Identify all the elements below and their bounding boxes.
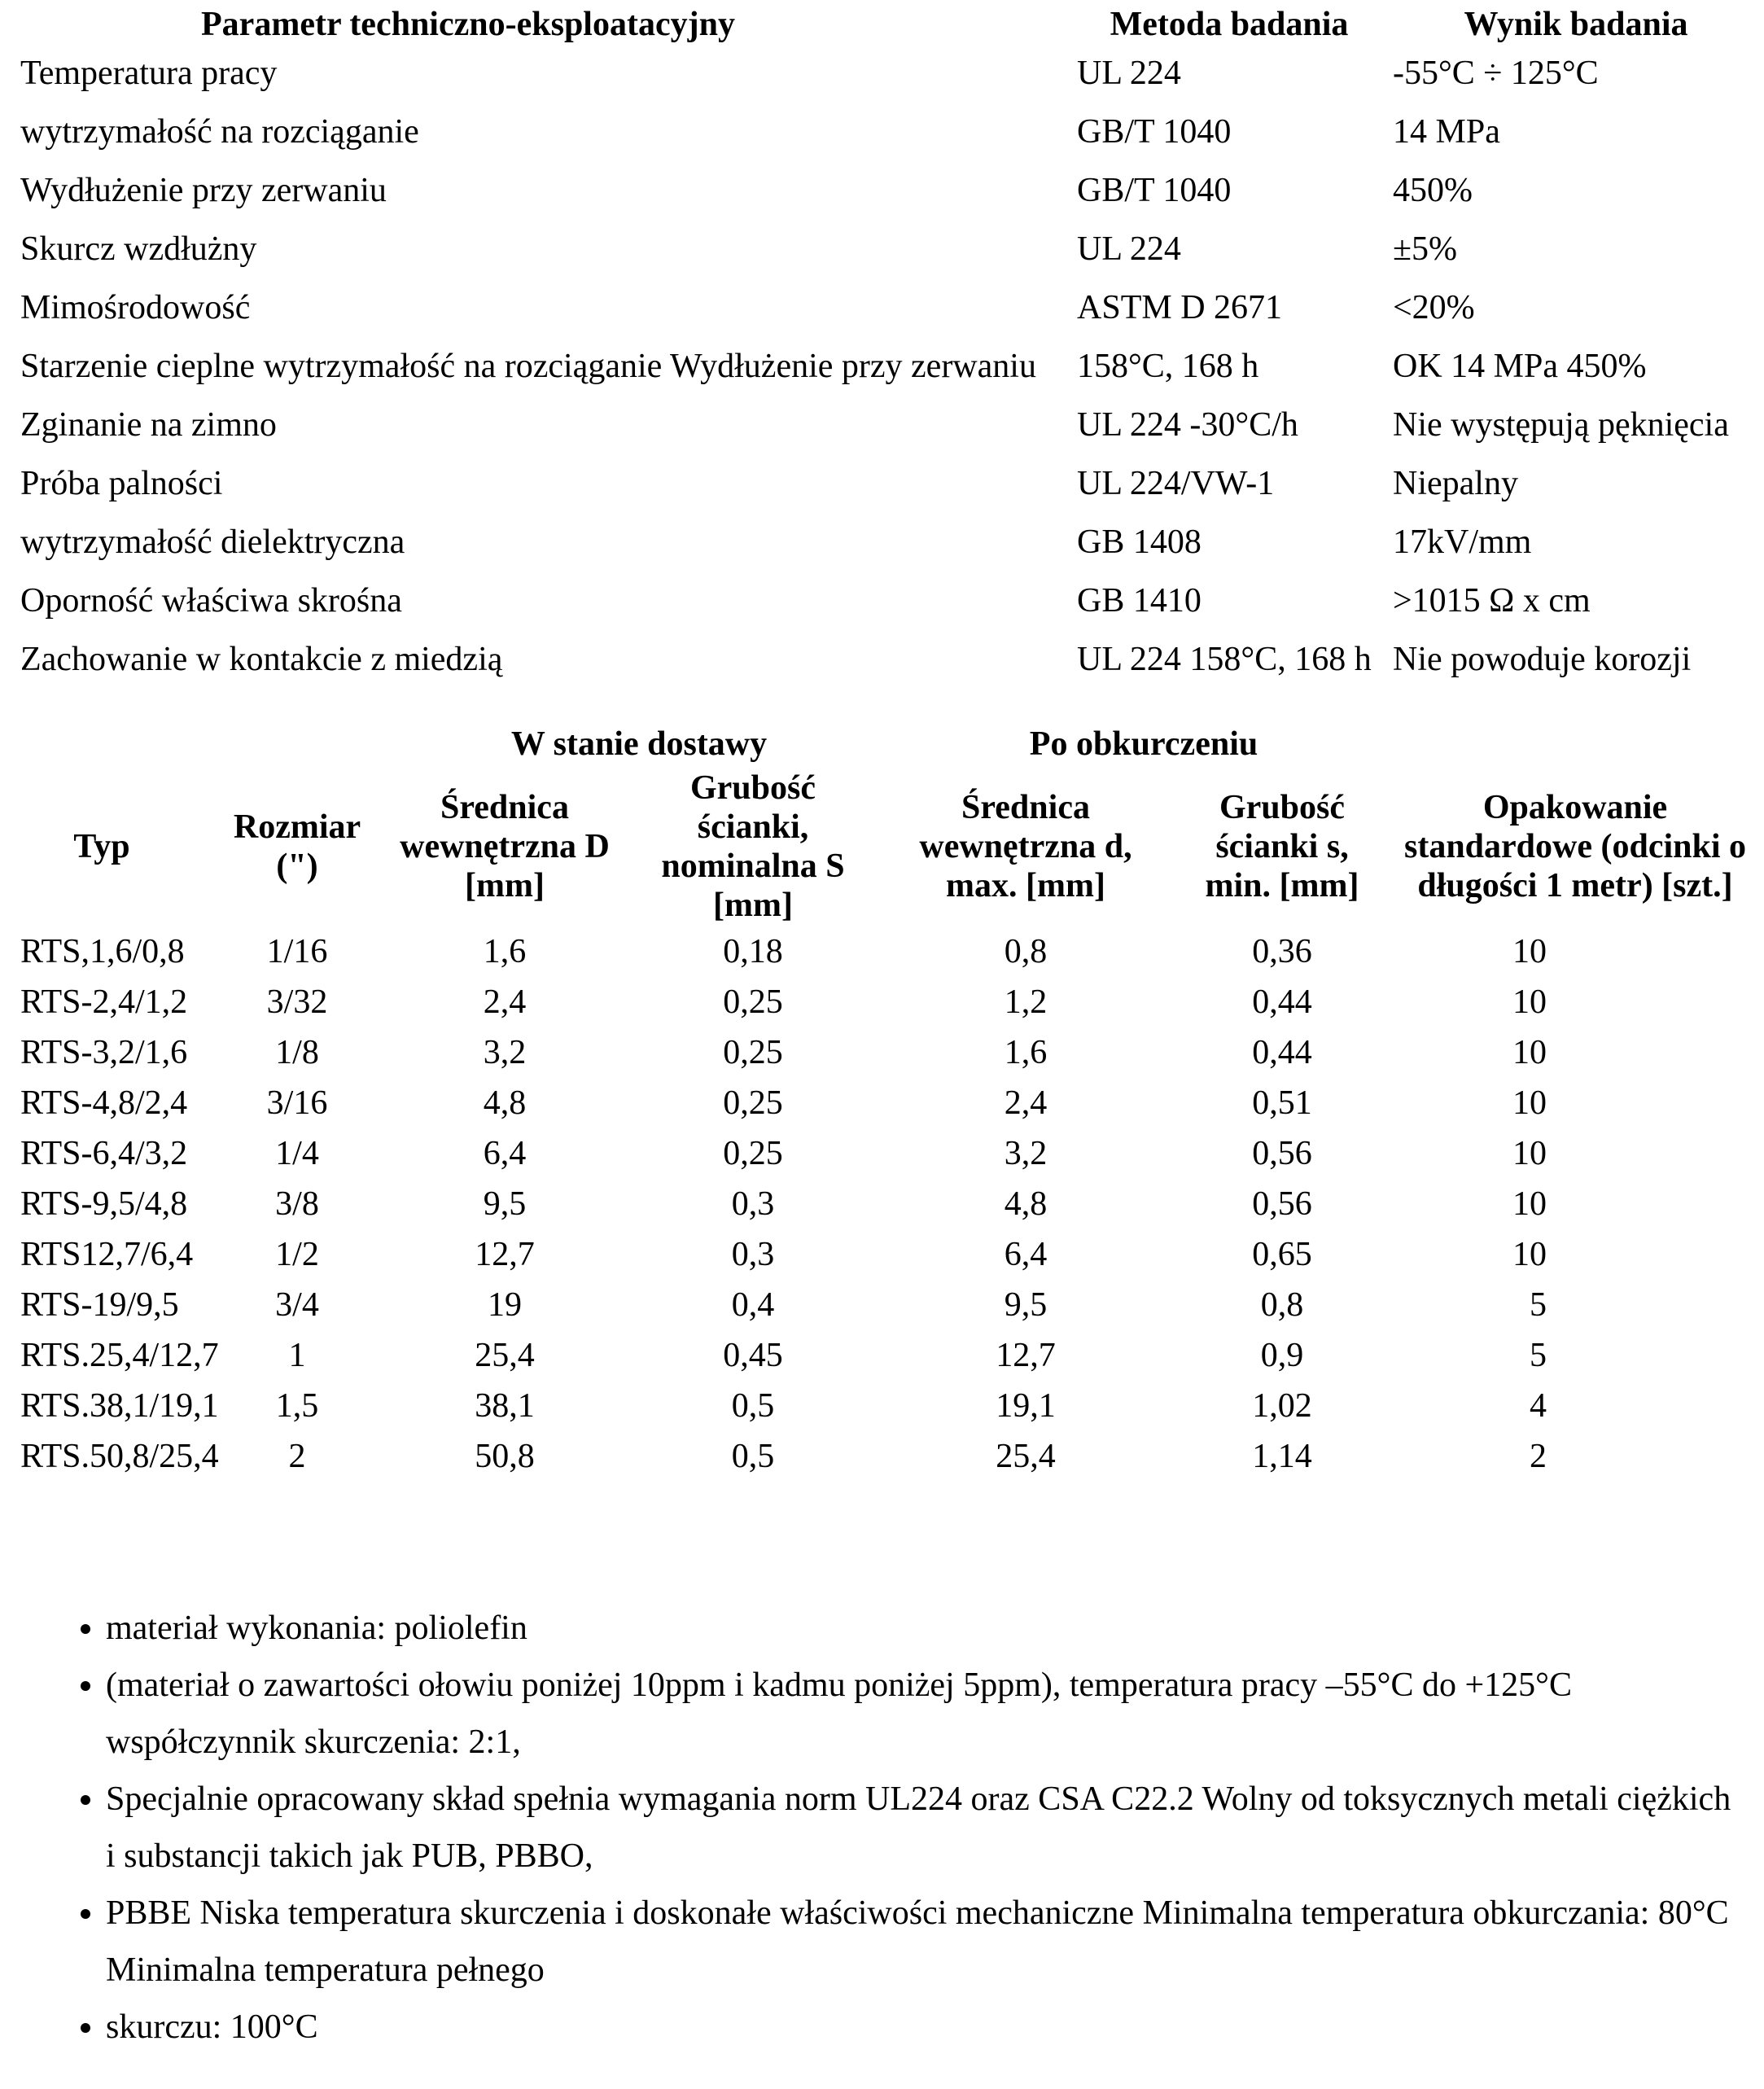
spec-parameter: wytrzymałość dielektryczna <box>20 523 405 561</box>
column-header-line: długości 1 metr) [szt.] <box>1417 867 1733 904</box>
cell-rozmiar: 1/2 <box>275 1236 319 1273</box>
group-header-delivery: W stanie dostawy <box>510 725 768 763</box>
cell-grubosc-s-min: 0,44 <box>1252 1034 1312 1071</box>
cell-grubosc-s-min: 0,56 <box>1252 1185 1312 1223</box>
cell-srednica-d-max: 6,4 <box>1004 1236 1048 1273</box>
cell-typ: RTS-2,4/1,2 <box>20 983 188 1021</box>
spec-parameter: Zginanie na zimno <box>20 406 277 444</box>
spec-row <box>0 278 1764 337</box>
cell-opakowanie: 5 <box>1530 1286 1547 1324</box>
cell-opakowanie: 10 <box>1512 983 1547 1021</box>
cell-rozmiar: 2 <box>288 1438 306 1475</box>
spec-result: OK 14 MPa 450% <box>1393 348 1647 385</box>
spec-row <box>0 396 1764 454</box>
cell-opakowanie: 2 <box>1530 1438 1547 1475</box>
table-row <box>0 1078 1750 1128</box>
cell-opakowanie: 10 <box>1512 933 1547 970</box>
column-header-line: min. [mm] <box>1205 867 1359 904</box>
column-header-srednica-d <box>391 767 619 926</box>
cell-grubosc-s-min: 0,51 <box>1252 1084 1312 1122</box>
cell-srednica-d-max: 25,4 <box>996 1438 1056 1475</box>
table-row <box>0 1179 1750 1229</box>
spec-result: Nie występują pęknięcia <box>1393 406 1729 444</box>
cell-typ: RTS-9,5/4,8 <box>20 1185 188 1223</box>
spec-result: ±5% <box>1393 230 1458 268</box>
group-header-after-shrink: Po obkurczeniu <box>1029 725 1258 763</box>
cell-srednica-d: 25,4 <box>475 1337 535 1374</box>
table-row <box>0 977 1750 1027</box>
cell-rozmiar: 1/4 <box>275 1135 319 1172</box>
spec-method: UL 224 -30°C/h <box>1077 406 1298 444</box>
cell-rozmiar: 1/8 <box>275 1034 319 1071</box>
cell-grubosc-s: 0,4 <box>731 1286 775 1324</box>
cell-srednica-d: 12,7 <box>475 1236 535 1273</box>
spec-table <box>0 5 1764 689</box>
cell-opakowanie: 4 <box>1530 1387 1547 1425</box>
column-header-line: Rozmiar <box>233 808 361 846</box>
table-row <box>0 1330 1750 1381</box>
spec-parameter: Starzenie cieplne wytrzymałość na rozciąganie Wydłużenie przy zerwaniu <box>20 348 1036 385</box>
spec-result: -55°C ÷ 125°C <box>1393 55 1599 92</box>
cell-srednica-d: 3,2 <box>483 1034 527 1071</box>
spec-parameter: Temperatura pracy <box>20 55 278 92</box>
spec-parameter: Wydłużenie przy zerwaniu <box>20 172 387 209</box>
spec-row <box>0 630 1764 689</box>
cell-srednica-d-max: 1,6 <box>1004 1034 1048 1071</box>
cell-rozmiar: 3/32 <box>266 983 328 1021</box>
spec-result: Niepalny <box>1393 465 1518 502</box>
cell-rozmiar: 3/4 <box>275 1286 319 1324</box>
column-header-line: Średnica <box>961 789 1090 826</box>
cell-srednica-d-max: 9,5 <box>1004 1286 1048 1324</box>
cell-grubosc-s: 0,25 <box>723 1135 783 1172</box>
size-table <box>0 721 1750 1482</box>
spec-method: UL 224 <box>1077 55 1181 92</box>
spec-row <box>0 44 1764 103</box>
table-row <box>0 1431 1750 1482</box>
cell-grubosc-s-min: 0,36 <box>1252 933 1312 970</box>
table-row <box>0 1128 1750 1179</box>
cell-grubosc-s: 0,3 <box>731 1236 775 1273</box>
column-header-line: wewnętrzna d, <box>919 828 1132 865</box>
column-header-line: Średnica <box>440 789 569 826</box>
cell-grubosc-s: 0,18 <box>723 933 783 970</box>
spec-row <box>0 572 1764 630</box>
column-header-line: wewnętrzna D <box>400 828 610 865</box>
column-header-typ <box>0 767 204 926</box>
cell-srednica-d: 2,4 <box>483 983 527 1021</box>
cell-grubosc-s-min: 0,44 <box>1252 983 1312 1021</box>
note-item: • (materiał o zawartości ołowiu poniżej 10ppm i kadmu poniżej 5ppm), temperatura pracy –55°C do +125°C współczynnik skurczenia: 2:1, <box>106 1657 1740 1771</box>
column-header-line: Opakowanie <box>1482 789 1668 826</box>
spec-parameter: wytrzymałość na rozciąganie <box>20 113 419 151</box>
spec-row <box>0 103 1764 161</box>
spec-parameter: Mimośrodowość <box>20 289 251 326</box>
cell-srednica-d: 38,1 <box>475 1387 535 1425</box>
spec-header-parameter: Parametr techniczno-eksploatacyjny <box>201 6 735 43</box>
cell-srednica-d: 6,4 <box>483 1135 527 1172</box>
spec-method: GB 1408 <box>1077 523 1202 561</box>
cell-srednica-d: 19 <box>488 1286 522 1324</box>
cell-srednica-d: 1,6 <box>483 933 527 970</box>
spec-header-row <box>0 5 1764 44</box>
cell-typ: RTS.25,4/12,7 <box>20 1337 219 1374</box>
note-item: • skurczu: 100°C <box>106 1999 1740 2056</box>
cell-srednica-d: 50,8 <box>475 1438 535 1475</box>
spec-row <box>0 220 1764 278</box>
group-header-spacer <box>1400 721 1750 767</box>
cell-opakowanie: 10 <box>1512 1135 1547 1172</box>
spec-parameter: Zachowanie w kontakcie z miedzią <box>20 641 503 678</box>
cell-grubosc-s: 0,25 <box>723 983 783 1021</box>
cell-grubosc-s: 0,5 <box>731 1387 775 1425</box>
spec-method: GB/T 1040 <box>1077 172 1232 209</box>
spec-header-result: Wynik badania <box>1464 6 1688 43</box>
cell-typ: RTS-6,4/3,2 <box>20 1135 188 1172</box>
cell-grubosc-s: 0,45 <box>723 1337 783 1374</box>
spec-method: 158°C, 168 h <box>1077 348 1259 385</box>
note-item: • materiał wykonania: poliolefin <box>106 1600 1740 1657</box>
cell-grubosc-s-min: 0,56 <box>1252 1135 1312 1172</box>
column-header-line: Typ <box>73 828 130 865</box>
cell-srednica-d-max: 1,2 <box>1004 983 1048 1021</box>
spec-method: UL 224 <box>1077 230 1181 268</box>
note-item: • Specjalnie opracowany skład spełnia wymagania norm UL224 oraz CSA C22.2 Wolny od toksycznych metali ciężkich i substancji takich jak PUB, PBBO, <box>106 1771 1740 1885</box>
cell-srednica-d: 4,8 <box>483 1084 527 1122</box>
cell-grubosc-s-min: 0,8 <box>1260 1286 1304 1324</box>
column-header-opakowanie <box>1400 767 1750 926</box>
column-header-grubosc-s-min <box>1164 767 1400 926</box>
cell-grubosc-s: 0,25 <box>723 1084 783 1122</box>
column-header-rozmiar <box>204 767 391 926</box>
spec-header-method: Metoda badania <box>1110 6 1349 43</box>
table-row <box>0 1280 1750 1330</box>
cell-grubosc-s-min: 0,65 <box>1252 1236 1312 1273</box>
group-header-spacer <box>204 721 391 767</box>
spec-method: ASTM D 2671 <box>1077 289 1283 326</box>
spec-result: 17kV/mm <box>1393 523 1532 561</box>
cell-opakowanie: 10 <box>1512 1084 1547 1122</box>
cell-opakowanie: 10 <box>1512 1236 1547 1273</box>
spec-parameter: Skurcz wzdłużny <box>20 230 257 268</box>
cell-typ: RTS-4,8/2,4 <box>20 1084 188 1122</box>
cell-grubosc-s-min: 1,02 <box>1252 1387 1312 1425</box>
column-header-line: [mm] <box>465 867 545 904</box>
cell-grubosc-s-min: 1,14 <box>1252 1438 1312 1475</box>
size-group-header-row <box>0 721 1750 767</box>
column-header-line: Grubość <box>1219 789 1346 826</box>
cell-typ: RTS-3,2/1,6 <box>20 1034 188 1071</box>
cell-srednica-d-max: 12,7 <box>996 1337 1056 1374</box>
cell-opakowanie: 10 <box>1512 1185 1547 1223</box>
group-header-spacer <box>0 721 204 767</box>
column-header-line: (") <box>276 847 318 885</box>
cell-typ: RTS.38,1/19,1 <box>20 1387 219 1425</box>
spec-method: GB/T 1040 <box>1077 113 1232 151</box>
spec-row <box>0 337 1764 396</box>
cell-grubosc-s: 0,25 <box>723 1034 783 1071</box>
spec-result: 14 MPa <box>1393 113 1500 151</box>
cell-grubosc-s-min: 0,9 <box>1260 1337 1304 1374</box>
spec-result: >1015 Ω x cm <box>1393 582 1591 620</box>
table-row <box>0 1381 1750 1431</box>
cell-grubosc-s: 0,3 <box>731 1185 775 1223</box>
cell-rozmiar: 3/8 <box>275 1185 319 1223</box>
cell-srednica-d-max: 19,1 <box>996 1387 1056 1425</box>
cell-srednica-d-max: 4,8 <box>1004 1185 1048 1223</box>
spec-parameter: Oporność właściwa skrośna <box>20 582 402 620</box>
cell-typ: RTS12,7/6,4 <box>20 1236 194 1273</box>
spec-row <box>0 513 1764 572</box>
spec-result: 450% <box>1393 172 1473 209</box>
column-header-line: ścianki, <box>697 808 809 846</box>
column-header-line: nominalna S <box>661 847 845 885</box>
column-header-grubosc-s <box>619 767 887 926</box>
spec-result: <20% <box>1393 289 1475 326</box>
cell-typ: RTS-19/9,5 <box>20 1286 179 1324</box>
column-header-srednica-d-max <box>887 767 1164 926</box>
spec-method: GB 1410 <box>1077 582 1202 620</box>
column-header-line: max. [mm] <box>946 867 1105 904</box>
spec-method: UL 224/VW-1 <box>1077 465 1275 502</box>
cell-srednica-d-max: 3,2 <box>1004 1135 1048 1172</box>
column-header-line: Grubość <box>690 769 816 807</box>
cell-typ: RTS,1,6/0,8 <box>20 933 185 970</box>
cell-typ: RTS.50,8/25,4 <box>20 1438 219 1475</box>
table-row <box>0 1229 1750 1280</box>
cell-grubosc-s: 0,5 <box>731 1438 775 1475</box>
cell-srednica-d-max: 0,8 <box>1004 933 1048 970</box>
column-header-line: standardowe (odcinki o <box>1403 828 1747 865</box>
cell-opakowanie: 5 <box>1530 1337 1547 1374</box>
spec-row <box>0 454 1764 513</box>
cell-rozmiar: 3/16 <box>266 1084 328 1122</box>
spec-row <box>0 161 1764 220</box>
cell-srednica-d: 9,5 <box>483 1185 527 1223</box>
column-header-line: [mm] <box>713 887 793 924</box>
cell-rozmiar: 1,5 <box>275 1387 319 1425</box>
note-item: • PBBE Niska temperatura skurczenia i doskonałe właściwości mechaniczne Minimalna temperatura obkurczania: 80°C Minimalna temperatura pełnego <box>106 1885 1740 1999</box>
cell-rozmiar: 1 <box>288 1337 306 1374</box>
column-header-line: ścianki s, <box>1215 828 1349 865</box>
size-column-header-row <box>0 767 1750 926</box>
notes-list <box>0 1600 1764 2056</box>
spec-method: UL 224 158°C, 168 h <box>1077 641 1372 678</box>
cell-opakowanie: 10 <box>1512 1034 1547 1071</box>
spec-result: Nie powoduje korozji <box>1393 641 1692 678</box>
table-row <box>0 1027 1750 1078</box>
document <box>0 5 1764 2089</box>
table-row <box>0 926 1750 977</box>
spec-parameter: Próba palności <box>20 465 223 502</box>
cell-rozmiar: 1/16 <box>266 933 328 970</box>
cell-srednica-d-max: 2,4 <box>1004 1084 1048 1122</box>
